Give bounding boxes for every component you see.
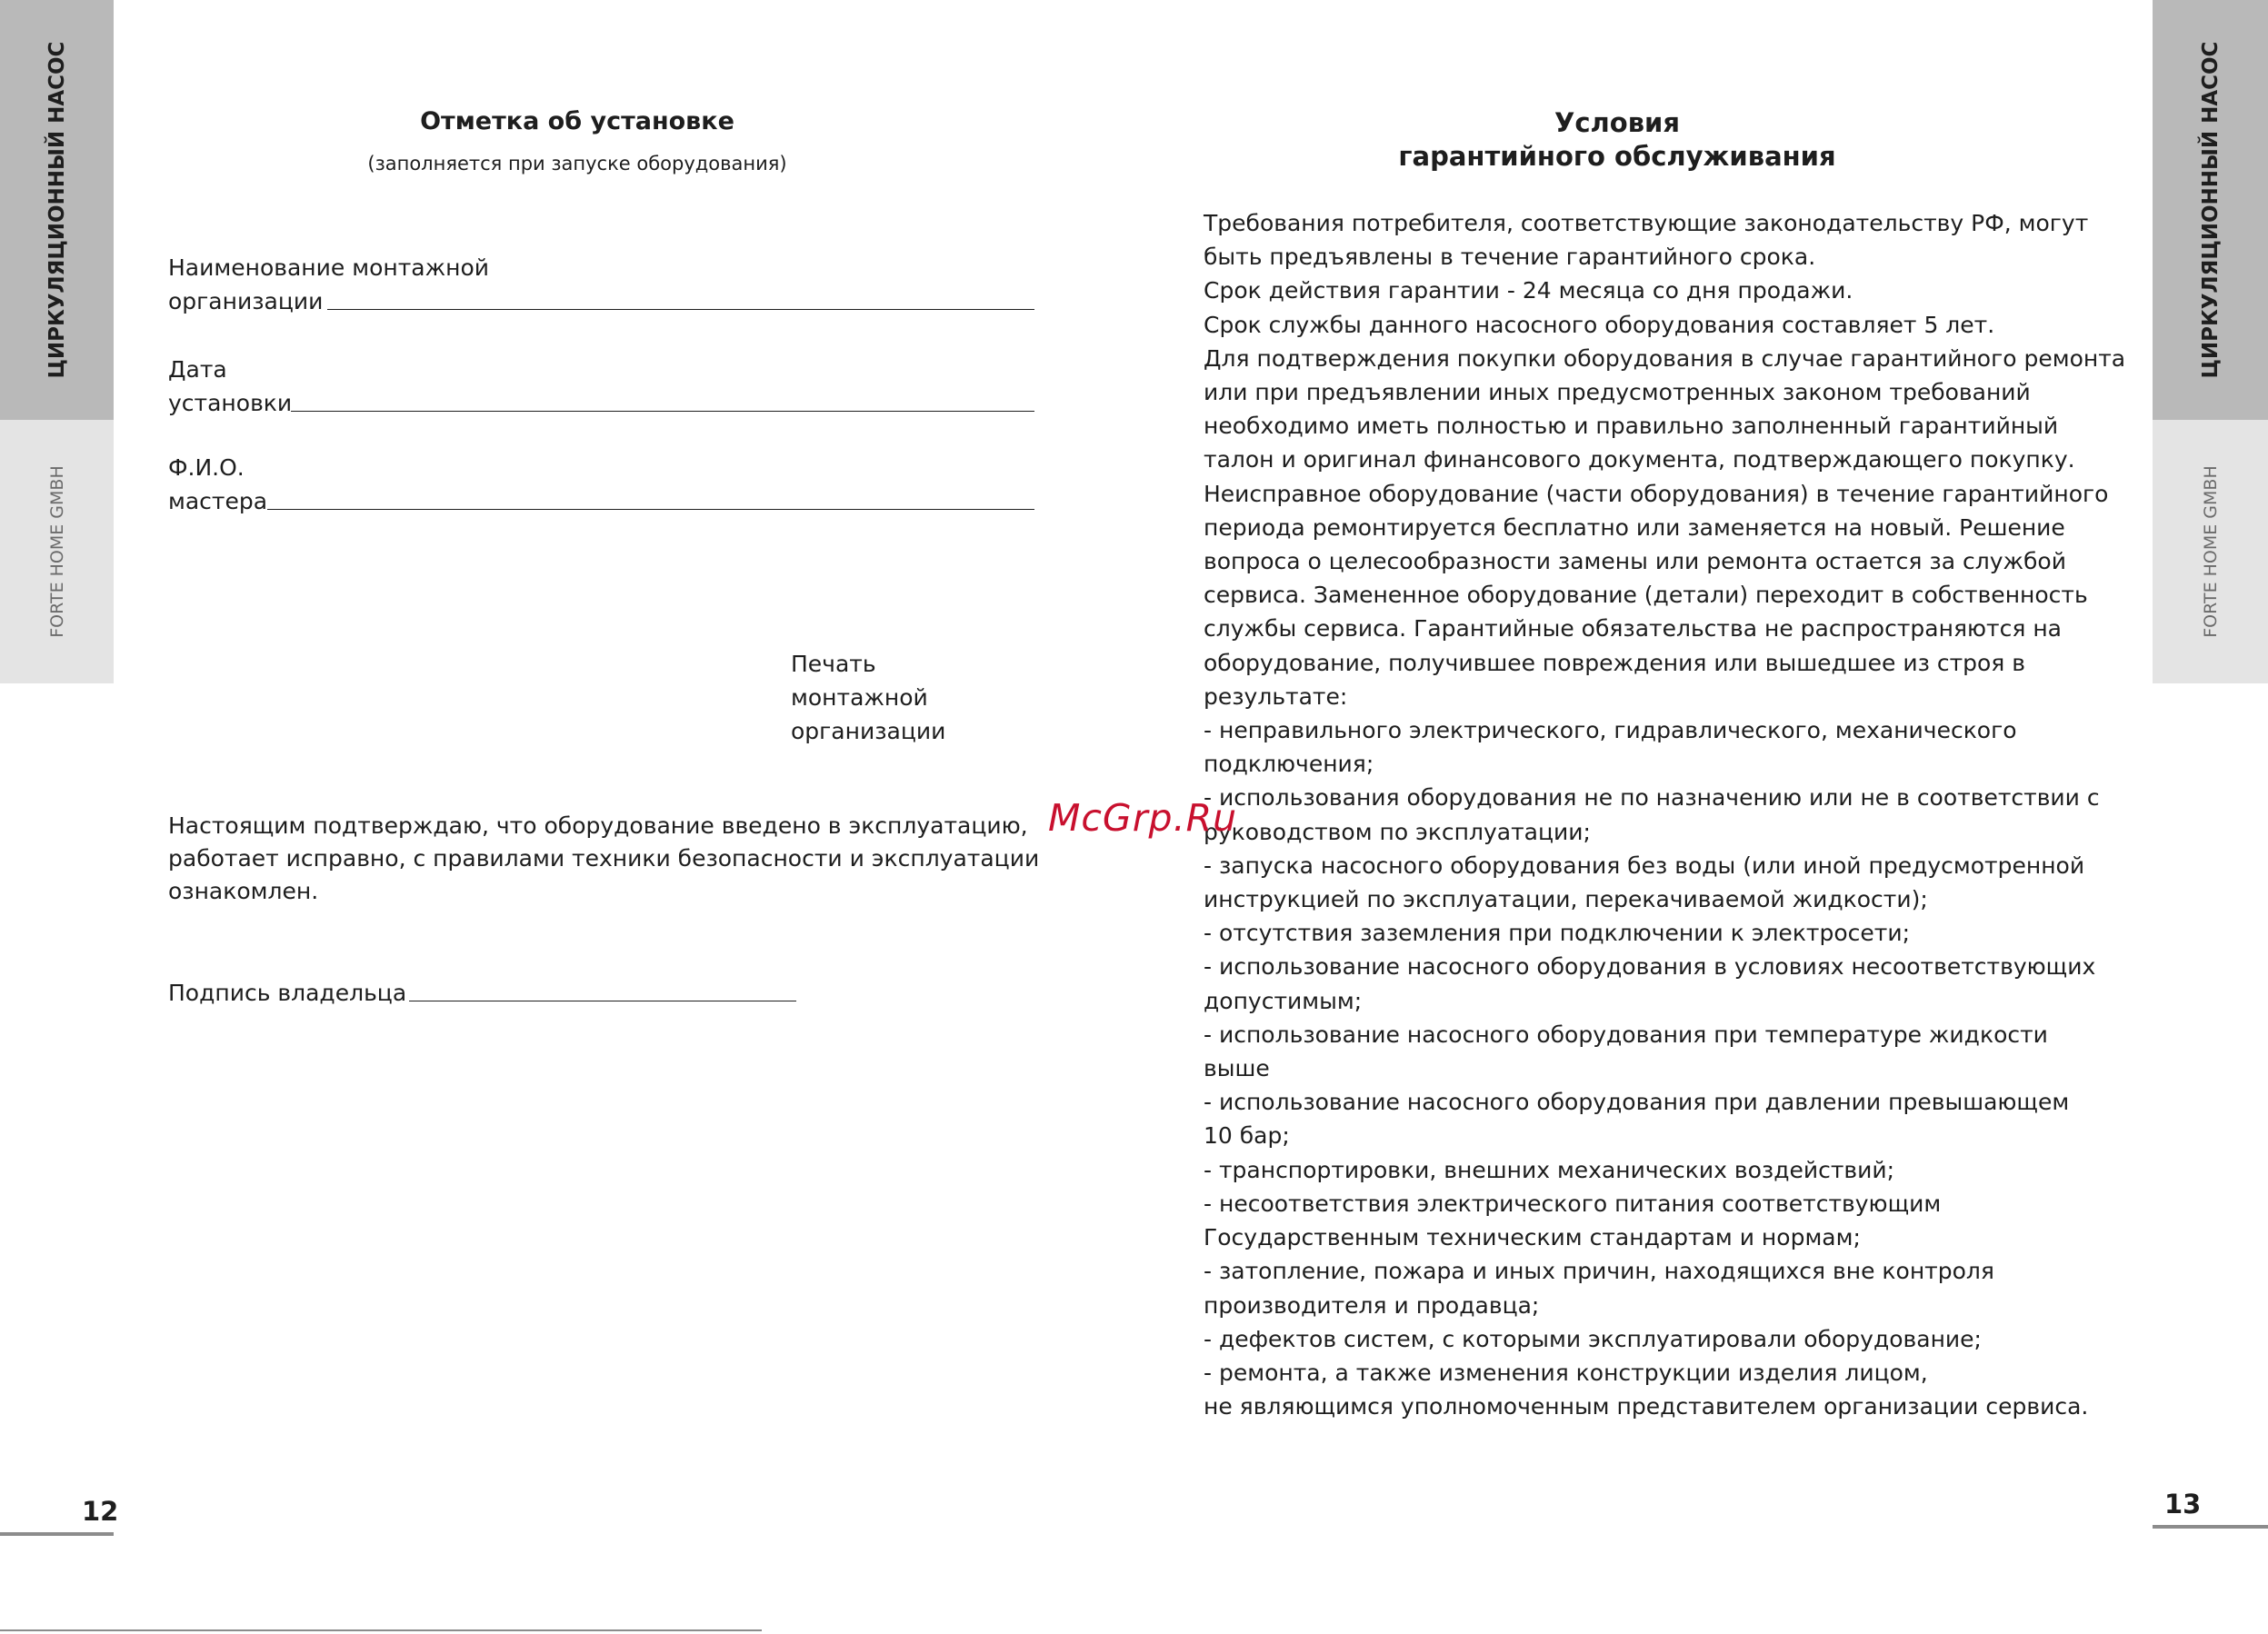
warranty-line: - затопление, пожара и иных причин, находящихся вне контроля [1204, 1258, 1994, 1285]
warranty-title-line1: Условия [1554, 107, 1680, 138]
warranty-line: необходимо иметь полностью и правильно заполненный гарантийный [1204, 413, 2059, 440]
warranty-line: 10 бар; [1204, 1122, 1290, 1150]
sidebar-company: FORTE HOME GMBH [2200, 465, 2221, 638]
page-number-right-rule [2153, 1525, 2268, 1529]
right-sidebar-title-tab [2153, 0, 2268, 420]
warranty-line: Срок службы данного насосного оборудования составляет 5 лет. [1204, 311, 1995, 338]
warranty-line: сервиса. Замененное оборудование (детали) переходит в собственность [1204, 582, 2088, 609]
stamp-line2: монтажной [791, 684, 928, 711]
date-label-line2: установки [168, 390, 293, 416]
stamp-line3: организации [791, 718, 946, 744]
confirmation-line3: ознакомлен. [168, 878, 319, 904]
warranty-text [1204, 206, 2125, 1423]
warranty-line: - ремонта, а также изменения конструкции изделия лицом, [1204, 1359, 1928, 1386]
warranty-line: быть предъявлены в течение гарантийного срока. [1204, 244, 1816, 271]
warranty-line: талон и оригинал финансового документа, подтверждающего покупку. [1204, 446, 2075, 473]
warranty-line: выше [1204, 1055, 1270, 1082]
warranty-line: инструкцией по эксплуатации, перекачиваемой жидкости); [1204, 886, 1928, 913]
master-label-line2: мастера [168, 488, 268, 514]
warranty-line: допустимым; [1204, 987, 1363, 1014]
right-sidebar-company-tab [2153, 420, 2268, 683]
page-number-left: 12 [82, 1496, 119, 1527]
warranty-line: вопроса о целесообразности замены или ремонта остается за службой [1204, 548, 2066, 575]
master-field-line [267, 509, 1034, 510]
warranty-line: или при предъявлении иных предусмотренных законом требований [1204, 379, 2031, 406]
org-field-line [327, 309, 1034, 310]
confirmation-line2: работает исправно, с правилами техники безопасности и эксплуатации [168, 845, 1040, 872]
warranty-title-line2: гарантийного обслуживания [1398, 141, 1836, 172]
warranty-line: - несоответствия электрического питания соответствующим [1204, 1190, 1942, 1217]
install-title: Отметка об установке [420, 107, 734, 135]
date-field-line [291, 411, 1034, 412]
warranty-line: службы сервиса. Гарантийные обязательства не распространяются на [1204, 615, 2062, 643]
sidebar-company: FORTE HOME GMBH [46, 465, 67, 638]
warranty-line: - использование насосного оборудования при температуре жидкости [1204, 1021, 2048, 1048]
warranty-line: руководством по эксплуатации; [1204, 818, 1591, 845]
page-number-left-rule [0, 1532, 114, 1536]
page-number-right: 13 [2164, 1489, 2202, 1519]
warranty-line: Для подтверждения покупки оборудования в случае гарантийного ремонта [1204, 344, 2126, 372]
warranty-line: - транспортировки, внешних механических воздействий; [1204, 1156, 1895, 1183]
master-label-line1: Ф.И.О. [168, 454, 245, 481]
warranty-line: подключения; [1204, 751, 1374, 778]
warranty-line: - запуска насосного оборудования без воды (или иной предусмотренной [1204, 852, 2085, 879]
warranty-line: периода ремонтируется бесплатно или заменяется на новый. Решение [1204, 513, 2065, 541]
org-label-line1: Наименование монтажной [168, 254, 490, 281]
warranty-line: не являющимся уполномоченным представителем организации сервиса. [1204, 1393, 2089, 1420]
warranty-line: - отсутствия заземления при подключении к электросети; [1204, 920, 1911, 947]
sidebar-product-title: ЦИРКУЛЯЦИОННЫЙ НАСОС [45, 41, 69, 379]
warranty-line: оборудование, получившее повреждения или вышедшее из строя в [1204, 649, 2026, 676]
warranty-line: - неправильного электрического, гидравлического, механического [1204, 717, 2017, 744]
warranty-line: - использование насосного оборудования при давлении превышающем [1204, 1089, 2070, 1116]
warranty-line: Неисправное оборудование (части оборудования) в течение гарантийного [1204, 480, 2109, 507]
bottom-rule [0, 1629, 762, 1631]
sidebar-product-title: ЦИРКУЛЯЦИОННЫЙ НАСОС [2198, 41, 2223, 379]
warranty-line: - использование насосного оборудования в условиях несоответствующих [1204, 953, 2096, 981]
org-label-line2: организации [168, 288, 324, 314]
warranty-line: результате: [1204, 682, 1348, 710]
warranty-line: - использования оборудования не по назначению или не в соответствии с [1204, 784, 2100, 812]
left-sidebar-title-tab [0, 0, 114, 420]
stamp-line1: Печать [791, 651, 876, 677]
confirmation-line1: Настоящим подтверждаю, что оборудование введено в эксплуатацию, [168, 812, 1028, 839]
warranty-line: Срок действия гарантии - 24 месяца со дня продажи. [1204, 277, 1853, 304]
left-sidebar-company-tab [0, 420, 114, 683]
install-subtitle: (заполняется при запуске оборудования) [367, 153, 787, 174]
warranty-line: Государственным техническим стандартам и нормам; [1204, 1224, 1861, 1251]
date-label-line1: Дата [168, 356, 227, 383]
warranty-line: - дефектов систем, с которыми эксплуатировали оборудование; [1204, 1325, 1982, 1352]
signature-label: Подпись владельца [168, 980, 407, 1006]
watermark-logo: McGrp.Ru [1048, 796, 1238, 840]
warranty-line: производителя и продавца; [1204, 1291, 1540, 1319]
warranty-line: Требования потребителя, соответствующие законодательству РФ, могут [1204, 210, 2089, 236]
